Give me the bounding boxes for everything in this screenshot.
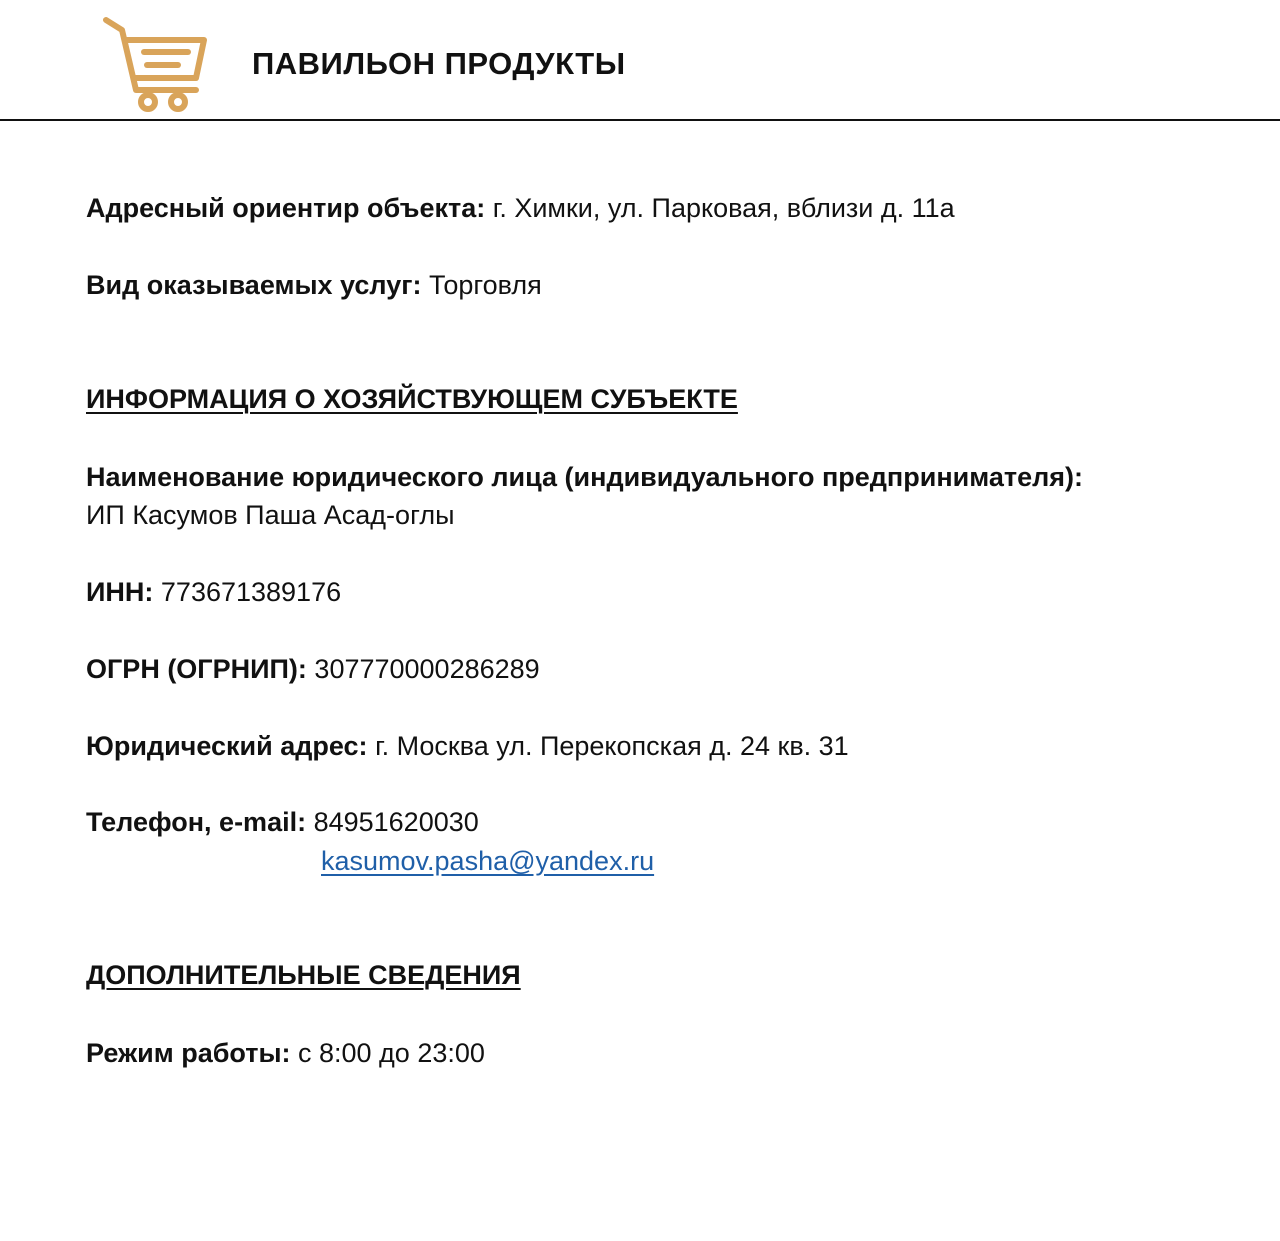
page-header xyxy=(0,0,1280,121)
entity-name-label-text: Наименование юридического лица (индивидуального предпринимателя): xyxy=(86,462,1083,492)
ogrn-row xyxy=(86,650,540,688)
legal-address-value: г. Москва ул. Перекопская д. 24 кв. 31 xyxy=(367,731,849,761)
legal-address-label: Юридический адрес: xyxy=(86,731,368,761)
object-address-value: г. Химки, ул. Парковая, вблизи д. 11а xyxy=(485,193,955,223)
working-hours-value: с 8:00 до 23:00 xyxy=(290,1038,485,1068)
legal-address-row xyxy=(86,727,849,765)
inn-label: ИНН: xyxy=(86,577,154,607)
phone-value: 84951620030 xyxy=(306,807,479,837)
inn-row xyxy=(86,573,341,611)
working-hours-row xyxy=(86,1034,485,1072)
object-address-row xyxy=(86,189,955,227)
entity-name-value: ИП Касумов Паша Асад-оглы xyxy=(86,500,455,530)
shopping-cart-icon xyxy=(102,16,210,114)
service-type-row xyxy=(86,266,542,304)
working-hours-label: Режим работы: xyxy=(86,1038,291,1068)
contacts-label: Телефон, e-mail: xyxy=(86,807,307,837)
page-title: ПАВИЛЬОН ПРОДУКТЫ xyxy=(252,46,626,81)
additional-section-heading: ДОПОЛНИТЕЛЬНЫЕ СВЕДЕНИЯ xyxy=(86,960,521,990)
contacts-row xyxy=(86,803,479,841)
service-type-value: Торговля xyxy=(421,270,542,300)
entity-section-heading: ИНФОРМАЦИЯ О ХОЗЯЙСТВУЮЩЕМ СУБЪЕКТЕ xyxy=(86,384,738,414)
inn-value: 773671389176 xyxy=(153,577,342,607)
service-type-label: Вид оказываемых услуг: xyxy=(86,270,422,300)
ogrn-label: ОГРН (ОГРНИП): xyxy=(86,654,307,684)
entity-name-label xyxy=(86,458,1083,496)
email-link[interactable]: kasumov.pasha@yandex.ru xyxy=(321,846,655,876)
ogrn-value: 307770000286289 xyxy=(306,654,540,684)
object-address-label: Адресный ориентир объекта: xyxy=(86,193,486,223)
